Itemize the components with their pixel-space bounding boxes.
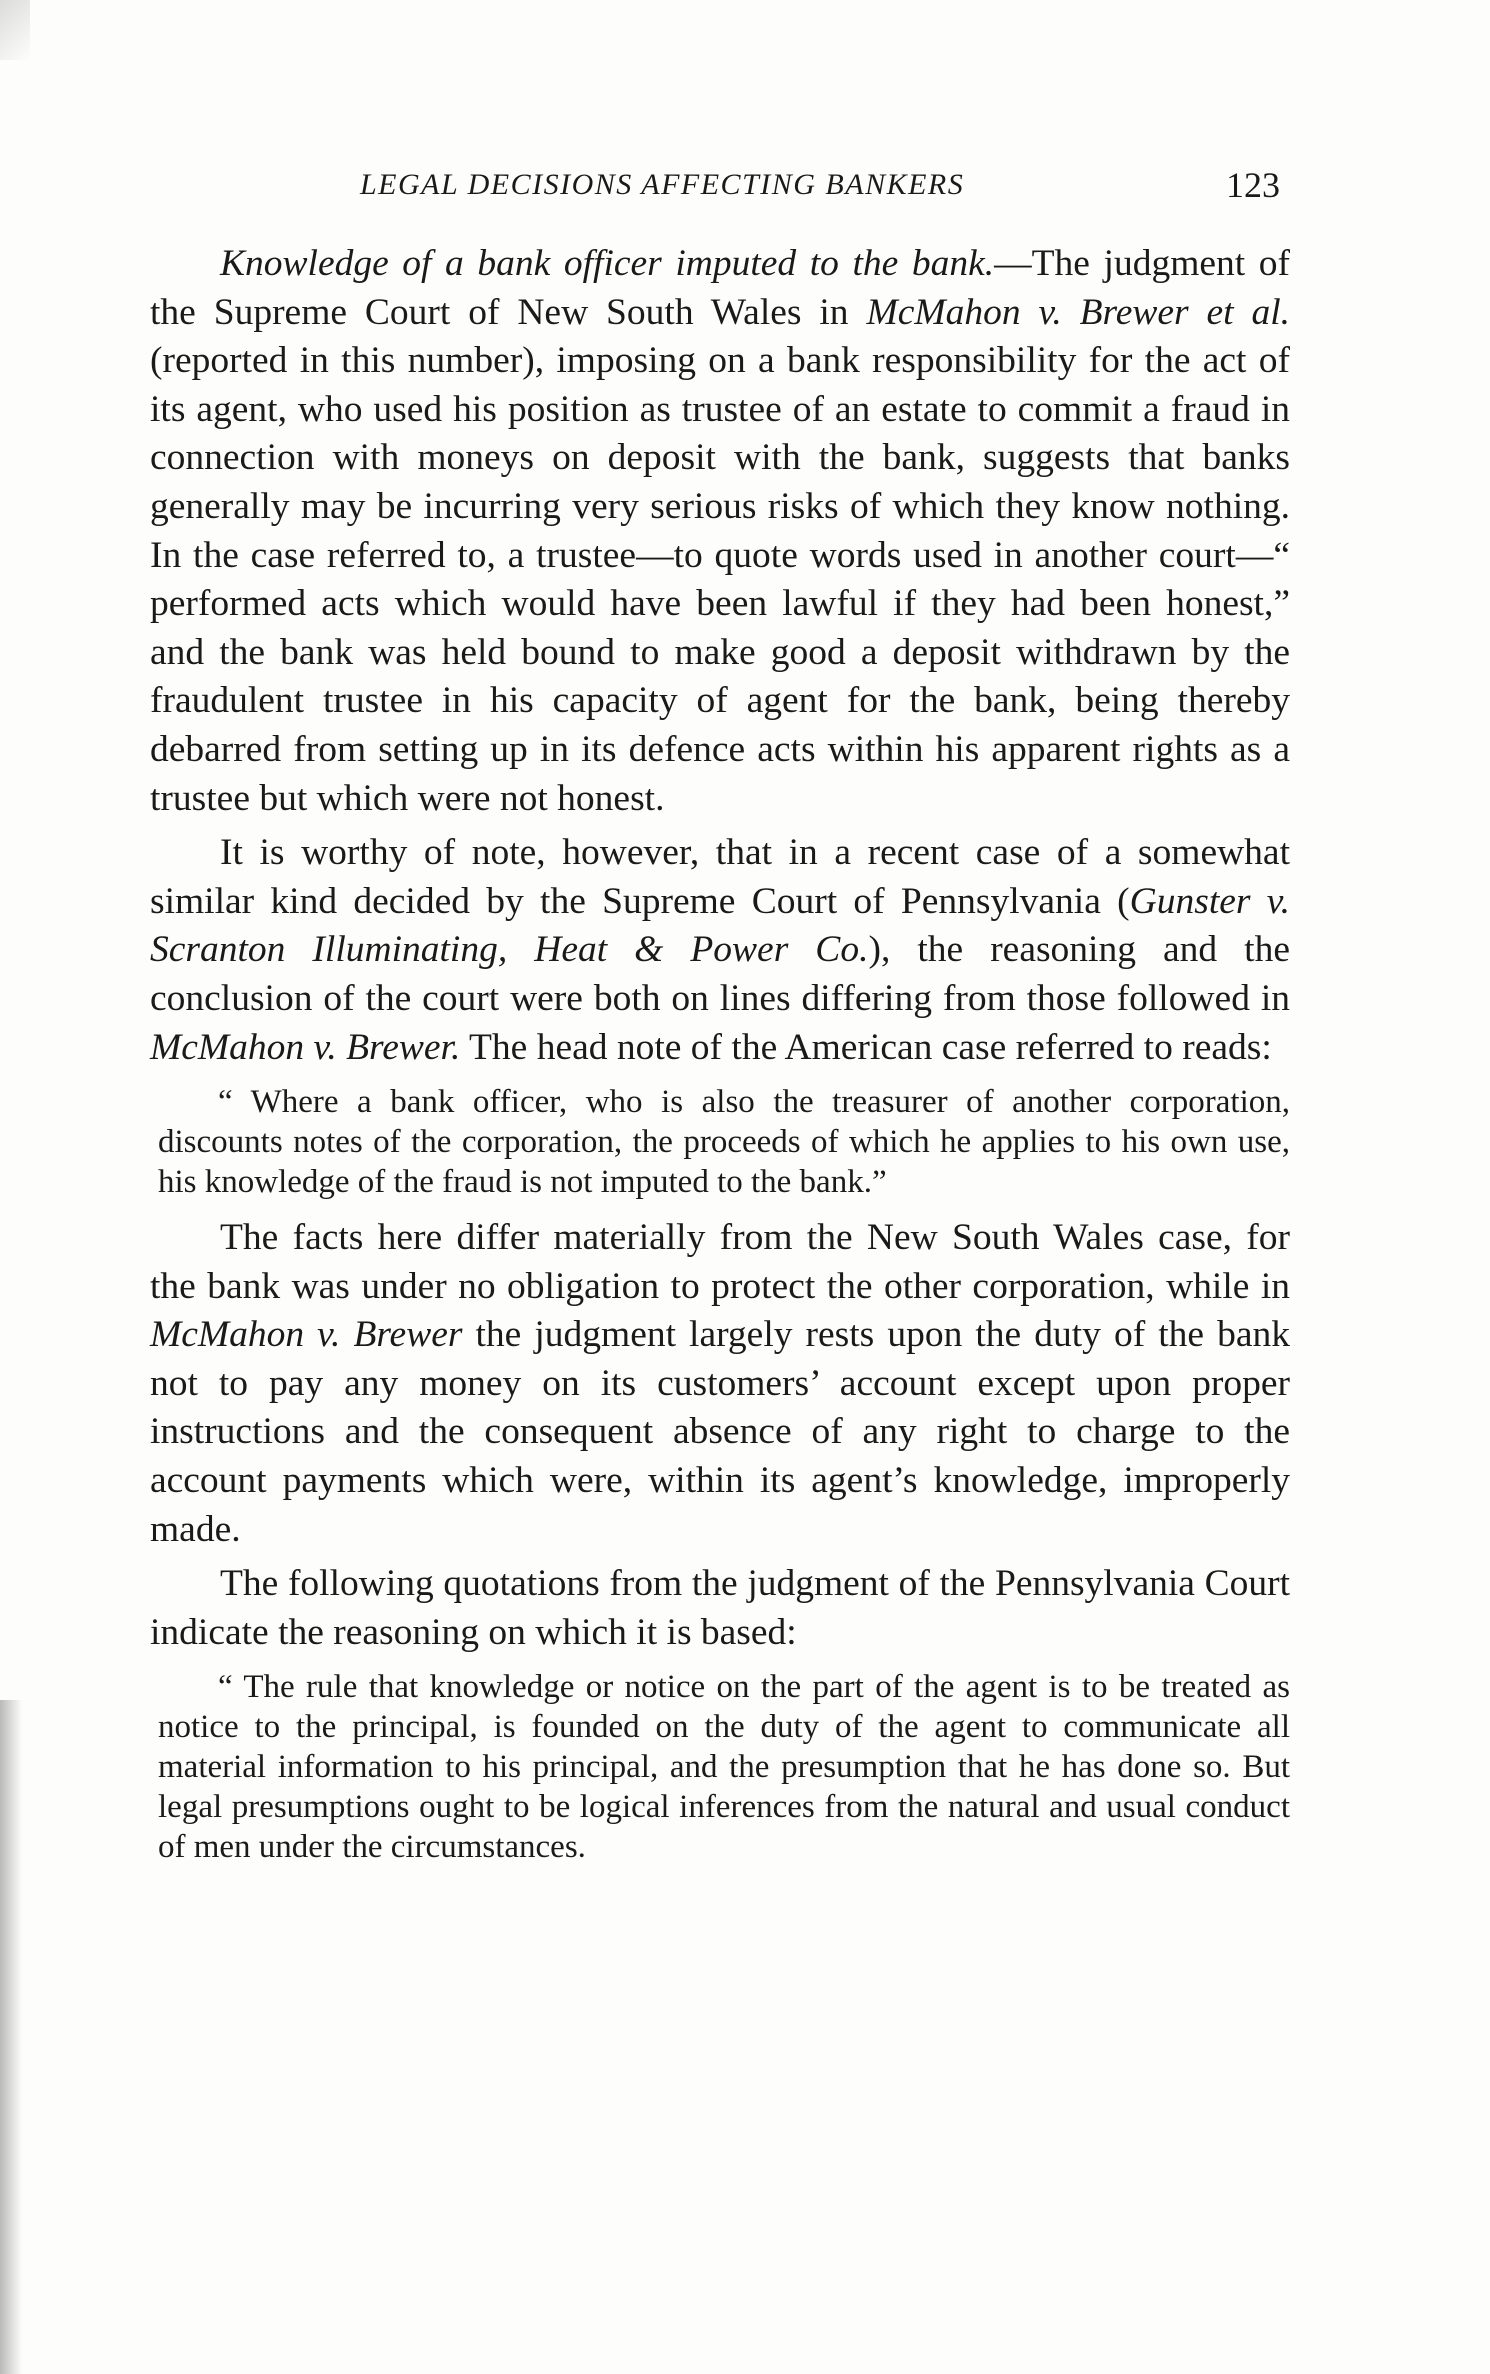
paragraph-3-text-b: the judgment largely rests upon the duty of the bank not to pay any money on its customers’ account except upon proper instructions and the consequent absence of any right to charge to the account payments which were, within its agent’s knowledge, improperly made. xyxy=(150,1314,1290,1550)
paragraph-2-text-a: It is worthy of note, however, that in a recent case of a somewhat similar kind decided by the Supreme Court of Pennsylvania ( xyxy=(150,832,1290,922)
page-gutter-shadow xyxy=(0,1700,22,2374)
paragraph-4: The following quotations from the judgment of the Pennsylvania Court indicate the reasoning on which it is based: xyxy=(150,1563,1290,1653)
paragraph-3-text-a: The facts here differ materially from the New South Wales case, for the bank was under no obligation to protect the other corporation, while in xyxy=(150,1217,1290,1307)
paragraph-3 xyxy=(150,1214,1290,1554)
paragraph-1-text-a: —The judgment of the Supreme Court of New South Wales in xyxy=(150,243,1290,333)
running-title: LEGAL DECISIONS AFFECTING BANKERS xyxy=(360,168,965,201)
case-name: Gunster v. Scranton Illuminating, Heat & Power Co. xyxy=(150,880,1290,971)
section-heading: Knowledge of a bank officer imputed to the bank. xyxy=(220,243,995,284)
page-number: 123 xyxy=(1226,165,1280,205)
paragraph-2-text-c: The head note of the American case referred to reads: xyxy=(460,1026,1272,1068)
paragraph-2 xyxy=(150,829,1290,1072)
body-text xyxy=(150,240,1290,1879)
paragraph-1 xyxy=(150,240,1290,823)
block-quote-1: “ Where a bank officer, who is also the treasurer of another corporation, discounts notes of the corporation, the proceeds of which he applies to his own use, his knowledge of the fraud is not imputed to the bank.” xyxy=(158,1084,1290,1201)
page-corner-smudge xyxy=(0,0,30,60)
running-head xyxy=(150,164,1280,204)
paragraph-2-text-b: ), the reasoning and the conclusion of the court were both on lines differing from those followed in xyxy=(150,929,1290,1019)
case-name: McMahon v. Brewer et al. xyxy=(866,291,1290,333)
case-name: McMahon v. Brewer. xyxy=(150,1026,461,1068)
block-quote-2: “ The rule that knowledge or notice on the part of the agent is to be treated as notice to the principal, is founded on the duty of the agent to communicate all material information to his principal, and the presumption that he has done so. But legal presumptions ought to be logical inferences from the natural and usual conduct of men under the circumstances. xyxy=(158,1669,1290,1866)
case-name: McMahon v. Brewer xyxy=(150,1314,463,1356)
paragraph-1-text-b: (reported in this number), imposing on a bank responsibility for the act of its agent, who used his position as trustee of an estate to commit a fraud in connection with moneys on deposit with the bank, suggests that banks generally may be incurring very serious risks of which they know nothing. In the case referred to, a trustee—to quote words used in another court—“ performed acts which would have been lawful if they had been honest,” and the bank was held bound to make good a deposit withdrawn by the fraudulent trustee in his capacity of agent for the bank, being thereby debarred from setting up in its defence acts within his apparent rights as a trustee but which were not honest. xyxy=(150,340,1290,819)
